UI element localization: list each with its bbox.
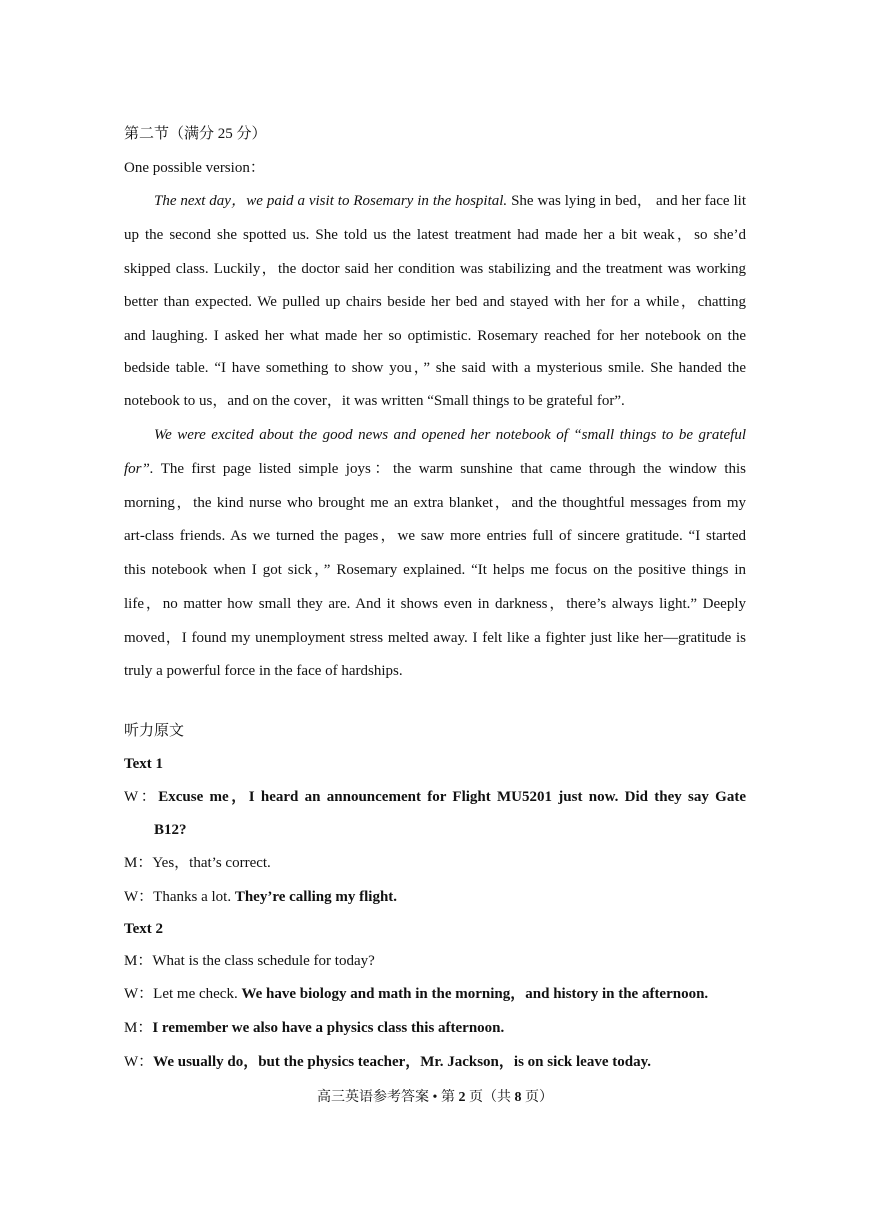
- essay-p1-line3: skipped class. Luckily，the doctor said her condition was stabilizing and the treatment was working: [124, 261, 746, 277]
- page-number: 2: [458, 1090, 466, 1105]
- text1-w1-line2: B12?: [154, 822, 187, 838]
- text1-w2: W：Thanks a lot. They’re calling my flight.: [124, 889, 398, 905]
- section-heading: 第二节（满分 25 分）: [124, 126, 267, 142]
- intro-label: One possible version：: [124, 160, 265, 176]
- speaker-label: M：: [124, 855, 153, 871]
- page-footer: 高三英语参考答案 • 第 2 页（共 8 页）: [317, 1090, 553, 1105]
- essay-p1-line6: bedside table. “I have something to show you，” she said with a mysterious smile. She handed the: [124, 360, 746, 376]
- essay-p1-line4: better than expected. We pulled up chairs beside her bed and stayed with her for a while，chatting: [124, 294, 746, 310]
- speaker-label: W：: [124, 1054, 154, 1070]
- text1-title: Text 1: [124, 756, 164, 772]
- essay-p2-line6: life，no matter how small they are. And it shows even in darkness，there’s always light.” Deeply: [124, 596, 746, 612]
- text1-w1-line1: W：Excuse me，I heard an announcement for Flight MU5201 just now. Did they say Gate: [124, 789, 746, 805]
- speaker-label: W：: [124, 986, 154, 1002]
- text1-m1: M：Yes，that’s correct.: [124, 855, 271, 871]
- essay-p1-line7: notebook to us，and on the cover，it was written “Small things to be grateful for”.: [124, 393, 625, 409]
- text2-title: Text 2: [124, 921, 164, 937]
- speaker-label: M：: [124, 953, 153, 969]
- essay-p2-line4: art-class friends. As we turned the pages，we saw more entries full of sincere gratitude. “I started: [124, 528, 746, 544]
- speaker-label: M：: [124, 1020, 153, 1036]
- essay-p2-line2: for”. The first page listed simple joys：the warm sunshine that came through the window this: [124, 461, 746, 477]
- text2-w1: W：Let me check. We have biology and math in the morning，and history in the afternoon.: [124, 986, 709, 1002]
- essay-p2-line5: this notebook when I got sick，” Rosemary explained. “It helps me focus on the positive things in: [124, 562, 746, 578]
- essay-p2-line7: moved，I found my unemployment stress melted away. I felt like a fighter just like her—gratitude is: [124, 630, 746, 646]
- essay-p1-line2: up the second she spotted us. She told us the latest treatment had made her a bit weak，so she’d: [124, 227, 746, 243]
- speaker-label: W：: [124, 889, 154, 905]
- text2-w2: W：We usually do，but the physics teacher，Mr. Jackson，is on sick leave today.: [124, 1054, 651, 1070]
- essay-p2-line8: truly a powerful force in the face of hardships.: [124, 663, 403, 679]
- essay-p2-line3: morning，the kind nurse who brought me an extra blanket，and the thoughtful messages from my: [124, 495, 746, 511]
- essay-p1-line5: and laughing. I asked her what made her so optimistic. Rosemary reached for her notebook on the: [124, 328, 746, 344]
- essay-p1-line1: The next day，we paid a visit to Rosemary in the hospital. She was lying in bed， and her face lit: [154, 193, 746, 209]
- text2-m2: M：I remember we also have a physics class this afternoon.: [124, 1020, 505, 1036]
- listening-heading: 听力原文: [124, 723, 185, 739]
- page-total: 8: [514, 1090, 522, 1105]
- speaker-label: W：: [124, 789, 159, 805]
- text2-m1: M：What is the class schedule for today?: [124, 953, 375, 969]
- essay-p2-line1: We were excited about the good news and opened her notebook of “small things to be grateful: [154, 427, 746, 443]
- essay-lead-sentence: The next day，we paid a visit to Rosemary in the hospital.: [154, 193, 508, 209]
